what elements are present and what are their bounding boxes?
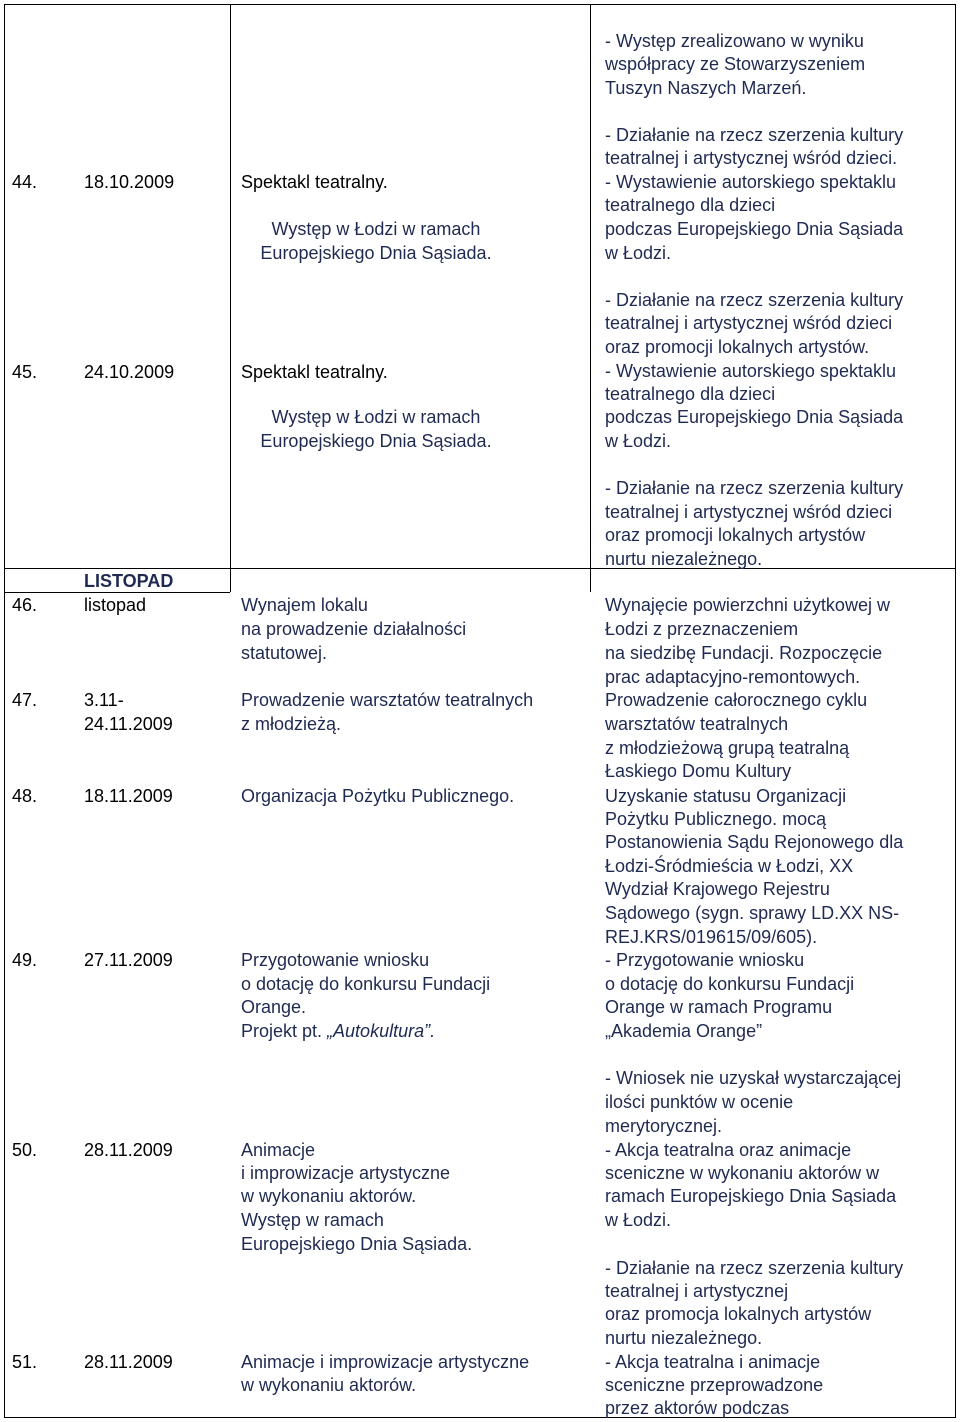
event-title: z młodzieżą. [241,714,342,734]
table-left-border [4,4,5,1418]
outcome-line: z młodzieżową grupą teatralną [605,738,850,758]
project-prefix: Projekt pt. [241,1021,328,1041]
outcome-line: REJ.KRS/019615/09/605). [605,927,818,947]
outcome-line: Sądowego (sygn. sprawy LD.XX NS- [605,903,900,923]
outcome-line: teatralnej i artystycznej [605,1281,789,1301]
outcome-line: sceniczne w wykonaniu aktorów w [605,1163,880,1183]
outcome-line: Łodzi z przeznaczeniem [605,619,799,639]
outcome-line: Postanowienia Sądu Rejonowego dla [605,832,904,852]
event-title: i improwizacje artystyczne [241,1163,451,1183]
outcome-line: podczas Europejskiego Dnia Sąsiada [605,219,904,239]
outcome-line: - Akcja teatralna i animacje [605,1352,821,1372]
column-divider [590,568,591,592]
outcome-line: - Działanie na rzecz szerzenia kultury [605,1258,904,1278]
column-divider [230,4,231,568]
outcome-line: oraz promocji lokalnych artystów. [605,337,870,357]
outcome-line: na siedzibę Fundacji. Rozpoczęcie [605,643,883,663]
event-title: Występ w ramach [241,1210,384,1230]
row-number: 45. [12,362,38,382]
outcome-line: - Występ zrealizowano w wyniku [605,31,864,51]
event-title: Spektakl teatralny. [241,362,388,382]
outcome-line: w Łodzi. [605,243,672,263]
outcome-line: warsztatów teatralnych [605,714,789,734]
outcome-line: Orange w ramach Programu [605,997,833,1017]
outcome-line: - Działanie na rzecz szerzenia kultury [605,125,904,145]
event-title: w wykonaniu aktorów. [241,1375,417,1395]
event-title: Animacje i improwizacje artystyczne [241,1352,530,1372]
column-divider [590,4,591,568]
column-divider [230,568,231,592]
outcome-line: Wynajęcie powierzchni użytkowej w [605,595,890,615]
outcome-line: Łodzi-Śródmieścia w Łodzi, XX [605,856,854,876]
row-date: 24.11.2009 [84,714,173,734]
outcome-line: teatralnej i artystycznej wśród dzieci [605,502,893,522]
row-date: 18.10.2009 [84,172,175,192]
outcome-line: „Akademia Orange” [605,1021,763,1041]
outcome-line: oraz promocja lokalnych artystów [605,1304,872,1324]
event-description: Występ w Łodzi w ramach [271,219,481,239]
outcome-line: ramach Europejskiego Dnia Sąsiada [605,1186,897,1206]
event-title: w wykonaniu aktorów. [241,1186,417,1206]
row-date: listopad [84,595,147,615]
event-title: Orange. [241,997,307,1017]
outcome-line: teatralnego dla dzieci [605,384,776,404]
outcome-line: sceniczne przeprowadzone [605,1375,824,1395]
outcome-line: Tuszyn Naszych Marzeń. [605,78,807,98]
project-line [241,1020,435,1044]
row-date: 28.11.2009 [84,1352,173,1372]
event-title: Prowadzenie warsztatów teatralnych [241,690,534,710]
event-description: Występ w Łodzi w ramach [271,407,481,427]
table-bottom-border [4,1417,956,1418]
row-divider [4,568,956,569]
row-number: 48. [12,786,38,806]
outcome-line: Łaskiego Domu Kultury [605,761,792,781]
outcome-line: prac adaptacyjno-remontowych. [605,667,861,687]
event-title: statutowej. [241,643,328,663]
outcome-line: ilości punktów w ocenie [605,1092,794,1112]
outcome-line: teatralnego dla dzieci [605,195,776,215]
event-description: Europejskiego Dnia Sąsiada. [260,243,492,263]
outcome-line: Wydział Krajowego Rejestru [605,879,830,899]
event-title: Wynajem lokalu [241,595,368,615]
outcome-line: - Przygotowanie wniosku [605,950,805,970]
outcome-line: - Działanie na rzecz szerzenia kultury [605,290,904,310]
event-title: Spektakl teatralny. [241,172,388,192]
event-title: Przygotowanie wniosku [241,950,430,970]
outcome-line: Prowadzenie całorocznego cyklu [605,690,868,710]
outcome-line: w Łodzi. [605,1210,672,1230]
outcome-line: - Akcja teatralna oraz animacje [605,1140,852,1160]
month-header: LISTOPAD [84,571,174,591]
row-date: 28.11.2009 [84,1140,173,1160]
outcome-line: teatralnej i artystycznej wśród dzieci. [605,148,898,168]
event-title: Animacje [241,1140,316,1160]
outcome-line: merytorycznej. [605,1116,723,1136]
outcome-line: Pożytku Publicznego. mocą [605,809,827,829]
row-number: 47. [12,690,38,710]
project-name: „Autokultura”. [327,1021,436,1041]
row-date: 18.11.2009 [84,786,173,806]
table-top-border [4,4,956,5]
row-number: 44. [12,172,38,192]
outcome-line: podczas Europejskiego Dnia Sąsiada [605,407,904,427]
row-number: 46. [12,595,38,615]
outcome-line: - Wniosek nie uzyskał wystarczającej [605,1068,902,1088]
table-right-border [955,4,956,1418]
row-date: 27.11.2009 [84,950,173,970]
event-title: o dotację do konkursu Fundacji [241,974,491,994]
outcome-line: - Działanie na rzecz szerzenia kultury [605,478,904,498]
event-description: Europejskiego Dnia Sąsiada. [260,431,492,451]
outcome-line: współpracy ze Stowarzyszeniem [605,54,866,74]
row-number: 50. [12,1140,38,1160]
outcome-line: przez aktorów podczas [605,1398,790,1418]
row-number: 51. [12,1352,38,1372]
outcome-line: oraz promocji lokalnych artystów [605,525,866,545]
outcome-line: Uzyskanie statusu Organizacji [605,786,847,806]
event-title: na prowadzenie działalności [241,619,467,639]
outcome-line: - Wystawienie autorskiego spektaklu [605,361,896,381]
outcome-line: teatralnej i artystycznej wśród dzieci [605,313,893,333]
outcome-line: nurtu niezależnego. [605,1328,763,1348]
outcome-line: nurtu niezależnego. [605,549,763,569]
row-date: 3.11- [84,690,124,710]
row-number: 49. [12,950,38,970]
outcome-line: o dotację do konkursu Fundacji [605,974,855,994]
row-date: 24.10.2009 [84,362,175,382]
event-title: Organizacja Pożytku Publicznego. [241,786,515,806]
event-title: Europejskiego Dnia Sąsiada. [241,1234,473,1254]
outcome-line: w Łodzi. [605,431,672,451]
outcome-line: - Wystawienie autorskiego spektaklu [605,172,896,192]
